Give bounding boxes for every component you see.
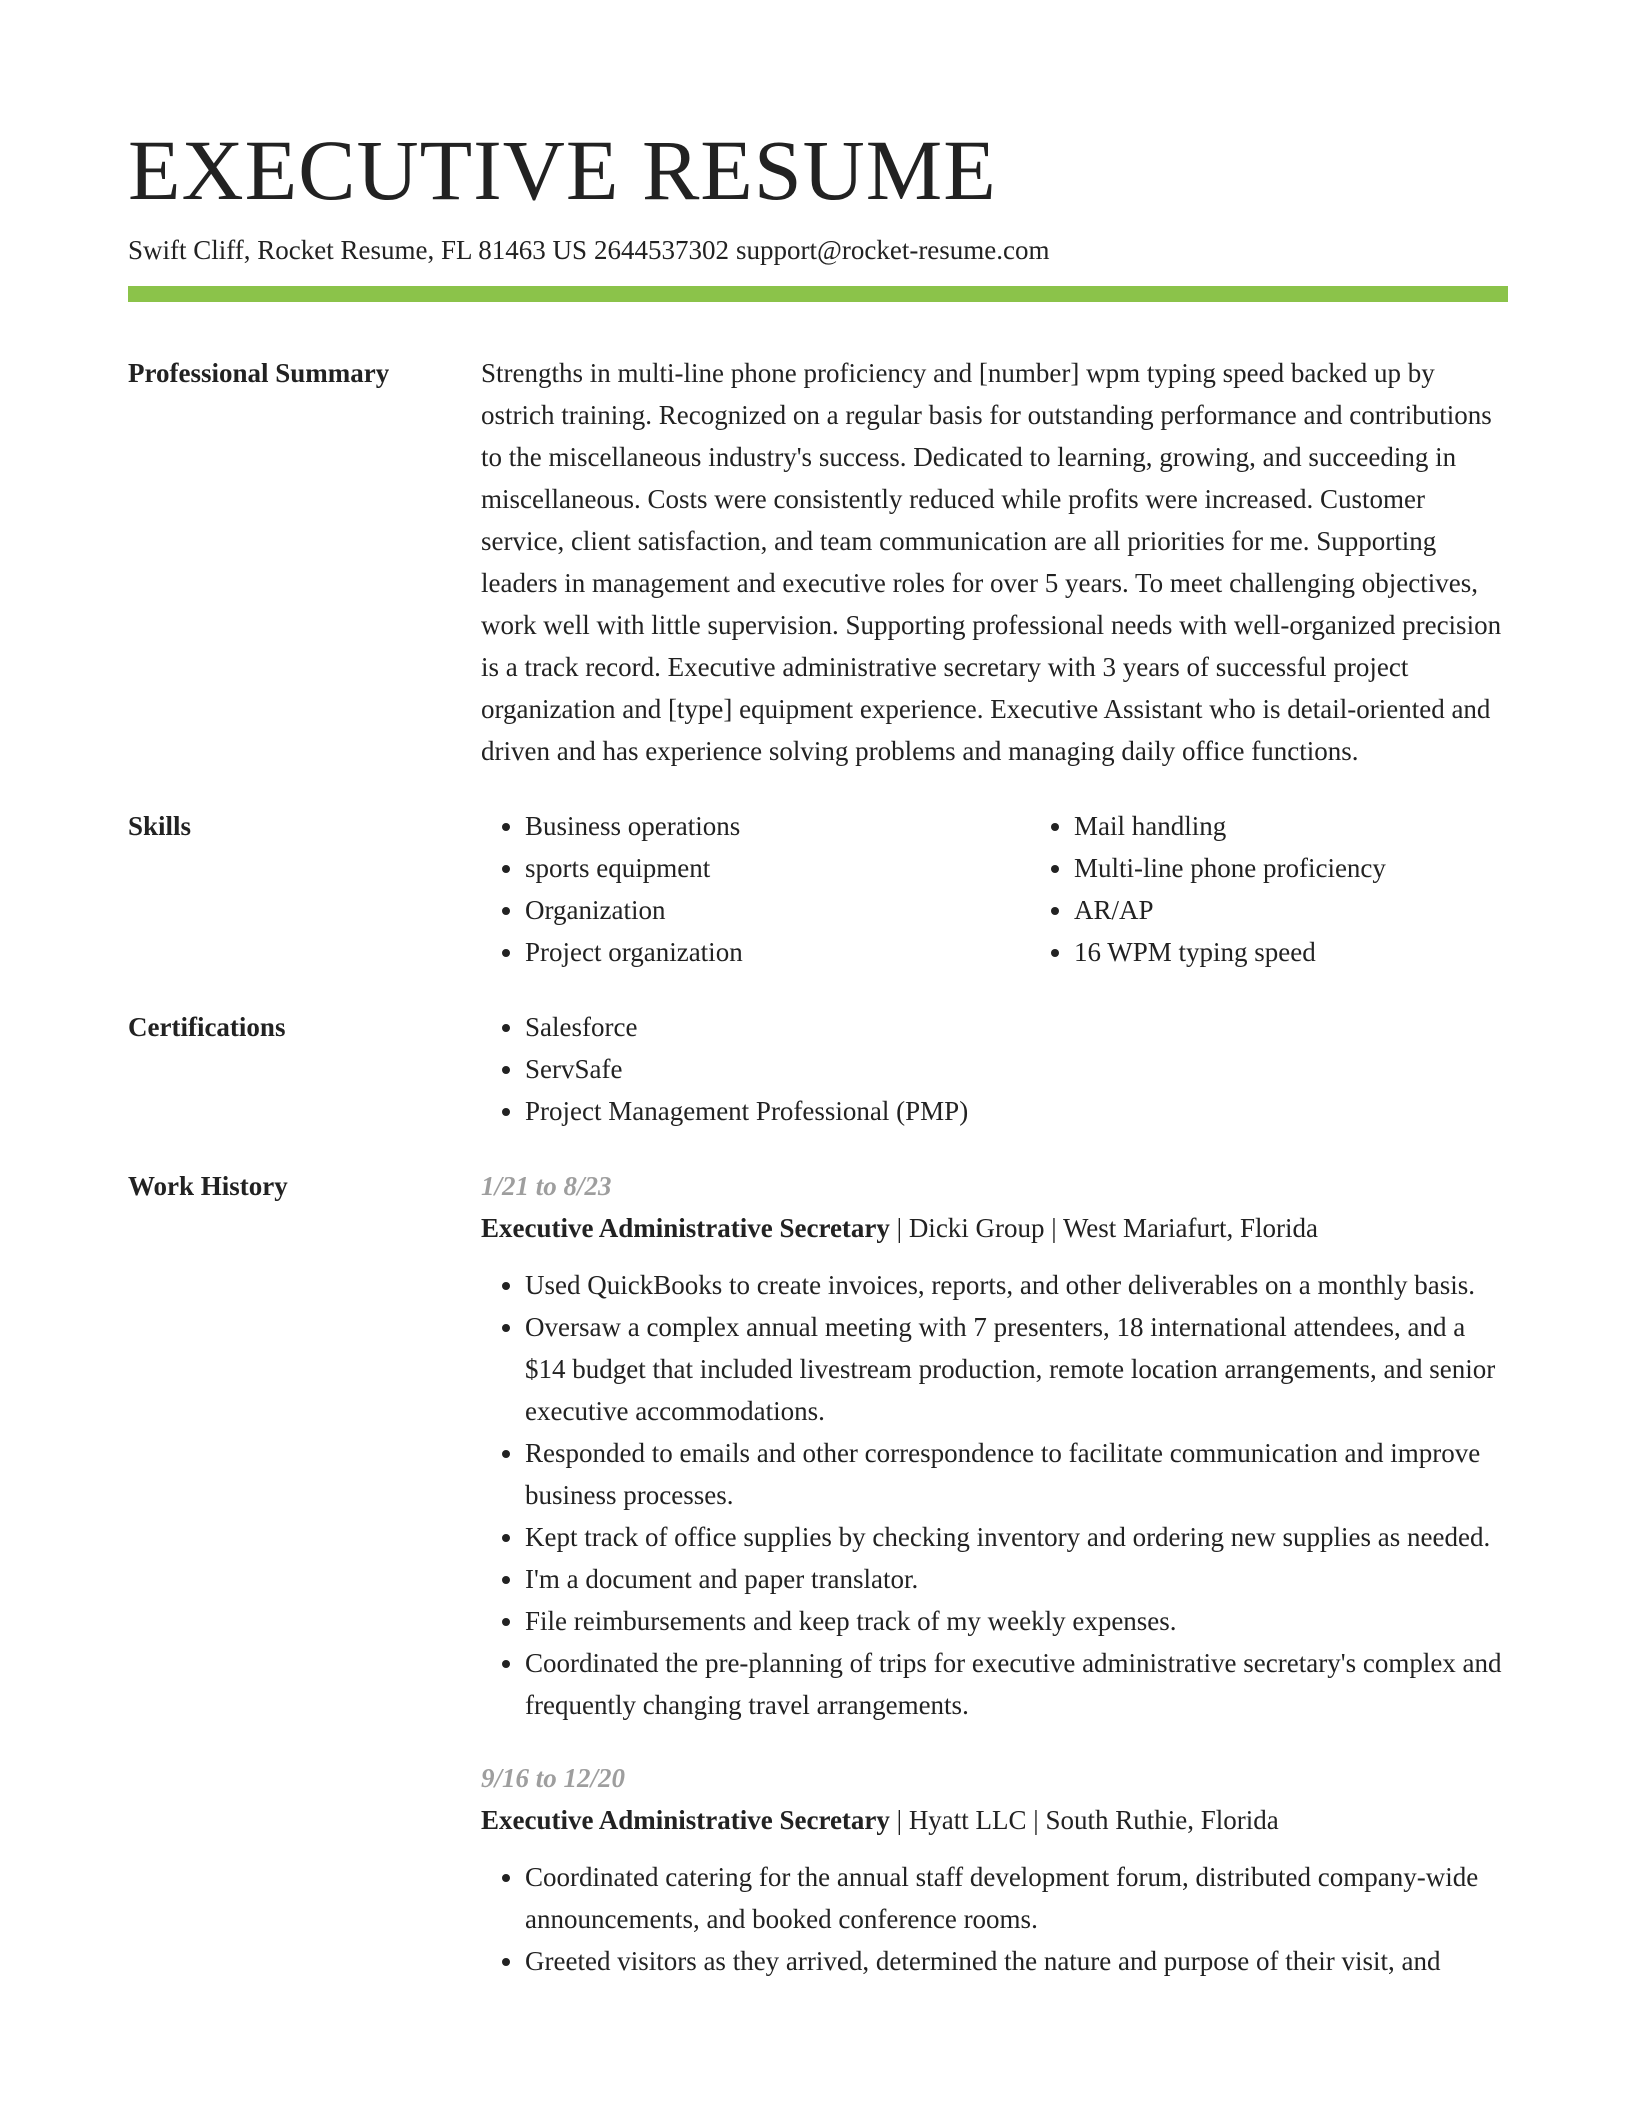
job-bullets bbox=[481, 1856, 1508, 1982]
skills-list-right bbox=[1030, 805, 1579, 973]
job-bullet: • Coordinated the pre-planning of trips for executive administrative secretary's complex and frequently changing travel arrangements. bbox=[525, 1642, 1508, 1726]
resume-title: EXECUTIVE RESUME bbox=[128, 122, 997, 218]
skill-item: • Multi-line phone proficiency bbox=[1074, 847, 1579, 889]
job-heading bbox=[481, 1207, 1508, 1249]
header-divider bbox=[128, 286, 1508, 302]
section-certifications bbox=[128, 1006, 1508, 1132]
section-label: Skills bbox=[128, 811, 192, 841]
section-label: Certifications bbox=[128, 1012, 286, 1042]
job-bullet: • Responded to emails and other correspondence to facilitate communication and improve business processes. bbox=[525, 1432, 1508, 1516]
section-professional-summary bbox=[128, 352, 1508, 772]
job-bullet: • I'm a document and paper translator. bbox=[525, 1558, 1508, 1600]
job-bullet: • Coordinated catering for the annual staff development forum, distributed company-wide announcements, and booked conference rooms. bbox=[525, 1856, 1508, 1940]
contact-email: support@rocket-resume.com bbox=[736, 235, 1050, 265]
skill-item: • AR/AP bbox=[1074, 889, 1579, 931]
separator: | bbox=[896, 1805, 909, 1835]
job-bullet: • Kept track of office supplies by checking inventory and ordering new supplies as needed. bbox=[525, 1516, 1508, 1558]
job-company: Hyatt LLC bbox=[908, 1805, 1027, 1835]
job-bullet: • File reimbursements and keep track of my weekly expenses. bbox=[525, 1600, 1508, 1642]
skill-item: • Project organization bbox=[525, 931, 1030, 973]
skill-item: • Business operations bbox=[525, 805, 1030, 847]
certification-item: • Project Management Professional (PMP) bbox=[525, 1090, 1508, 1132]
skill-item: • sports equipment bbox=[525, 847, 1030, 889]
contact-address: Swift Cliff, Rocket Resume, FL 81463 US bbox=[128, 235, 587, 265]
section-label: Professional Summary bbox=[128, 358, 390, 388]
skills-columns bbox=[481, 805, 1579, 973]
certification-item: • ServSafe bbox=[525, 1048, 1508, 1090]
job-location: West Mariafurt, Florida bbox=[1062, 1213, 1318, 1243]
work-history-body bbox=[481, 1165, 1508, 2013]
certifications-list bbox=[481, 1006, 1508, 1132]
job-dates: 9/16 to 12/20 bbox=[481, 1763, 626, 1793]
job-heading bbox=[481, 1799, 1508, 1841]
job-bullet: • Oversaw a complex annual meeting with 7 presenters, 18 international attendees, and a $14 budget that included livestream production, remote location arrangements, and senior executive accommodations. bbox=[525, 1306, 1508, 1432]
job-bullet: • Used QuickBooks to create invoices, reports, and other deliverables on a monthly basis. bbox=[525, 1264, 1508, 1306]
separator: | bbox=[1033, 1805, 1046, 1835]
skill-item: • Mail handling bbox=[1074, 805, 1579, 847]
section-work-history bbox=[128, 1165, 1508, 2013]
section-label: Work History bbox=[128, 1171, 288, 1201]
certification-item: • Salesforce bbox=[525, 1006, 1508, 1048]
resume-page bbox=[128, 120, 1508, 2013]
separator: | bbox=[896, 1213, 909, 1243]
job-bullets bbox=[481, 1264, 1508, 1726]
job-entry bbox=[481, 1165, 1508, 1726]
job-title: Executive Administrative Secretary bbox=[481, 1805, 890, 1835]
skill-item: • 16 WPM typing speed bbox=[1074, 931, 1579, 973]
separator: | bbox=[1051, 1213, 1063, 1243]
job-dates: 1/21 to 8/23 bbox=[481, 1171, 612, 1201]
job-title: Executive Administrative Secretary bbox=[481, 1213, 890, 1243]
job-bullet: • Greeted visitors as they arrived, determined the nature and purpose of their visit, and bbox=[525, 1940, 1508, 1982]
skill-item: • Organization bbox=[525, 889, 1030, 931]
summary-text: Strengths in multi-line phone proficiency and [number] wpm typing speed backed up by ostrich training. Recognized on a regular basis for outstanding performance and contributions to the miscellaneous industry's success. Dedicated to learning, growing, and succeeding in miscellaneous. Costs were consistently reduced while profits were increased. Customer service, client satisfaction, and team communication are all priorities for me. Supporting leaders in management and executive roles for over 5 years. To meet challenging objectives, work well with little supervision. Supporting professional needs with well-organized precision is a track record. Executive administrative secretary with 3 years of successful project organization and [type] equipment experience. Executive Assistant who is detail-oriented and driven and has experience solving problems and managing daily office functions. bbox=[481, 358, 1502, 766]
contact-phone: 2644537302 bbox=[594, 235, 729, 265]
skills-list-left bbox=[481, 805, 1030, 973]
certifications-body bbox=[481, 1006, 1508, 1132]
section-skills bbox=[128, 805, 1508, 973]
contact-line bbox=[128, 232, 1508, 268]
job-location: South Ruthie, Florida bbox=[1045, 1805, 1279, 1835]
job-company: Dicki Group bbox=[908, 1213, 1045, 1243]
job-entry bbox=[481, 1757, 1508, 1982]
